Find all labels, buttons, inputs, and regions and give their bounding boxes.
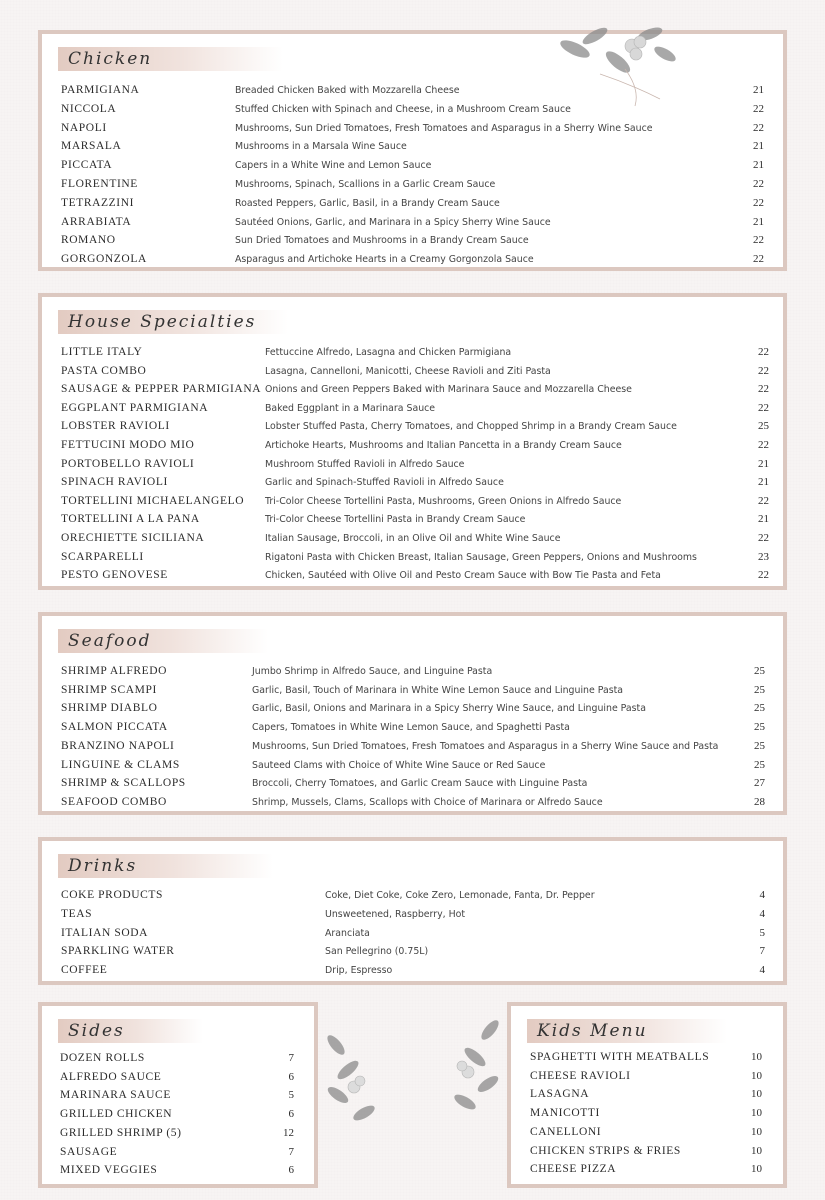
item-price: 25 — [754, 702, 765, 715]
menu-item — [42, 796, 783, 815]
item-price: 23 — [758, 550, 769, 563]
item-name: SAUSAGE & PEPPER PARMIGIANA — [61, 383, 262, 396]
menu-item — [42, 439, 783, 458]
item-description: Lasagna, Cannelloni, Manicotti, Cheese Ravioli and Ziti Pasta — [265, 365, 551, 377]
item-price: 22 — [758, 383, 769, 396]
item-name: SEAFOOD COMBO — [61, 795, 167, 808]
menu-item — [42, 1108, 314, 1127]
menu-item — [42, 234, 783, 253]
item-name: SPARKLING WATER — [61, 945, 175, 958]
menu-item — [42, 964, 783, 983]
item-name: ORECHIETTE SICILIANA — [61, 532, 205, 544]
item-name: SCARPARELLI — [61, 550, 144, 563]
item-price: 5 — [759, 926, 765, 939]
floral-leaf-icon — [316, 1025, 386, 1130]
item-price: 4 — [759, 889, 765, 901]
item-name: SHRIMP SCAMPI — [61, 683, 157, 696]
item-name: DOZEN ROLLS — [60, 1052, 145, 1064]
item-name: CHEESE RAVIOLI — [530, 1069, 631, 1082]
item-description: Rigatoni Pasta with Chicken Breast, Italian Sausage, Green Peppers, Onions and Mushrooms — [265, 551, 697, 563]
item-description: Drip, Espresso — [325, 965, 393, 977]
item-name: ARRABIATA — [61, 215, 132, 228]
item-description: Roasted Peppers, Garlic, Basil, in a Brandy Cream Sauce — [235, 197, 500, 209]
item-name: LOBSTER RAVIOLI — [61, 420, 170, 433]
menu-item — [42, 532, 783, 551]
menu-item — [42, 927, 783, 946]
item-price: 22 — [753, 121, 764, 134]
item-description: Italian Sausage, Broccoli, in an Olive Oil and White Wine Sauce — [265, 533, 561, 544]
house-specialties-section — [38, 293, 787, 590]
item-price: 10 — [751, 1144, 762, 1157]
item-description: Artichoke Hearts, Mushrooms and Italian Pancetta in a Brandy Cream Sauce — [265, 440, 622, 451]
sides-title: Sides — [58, 1019, 203, 1043]
item-description: Tri-Color Cheese Tortellini Pasta in Brandy Cream Sauce — [265, 514, 526, 526]
item-price: 21 — [758, 513, 769, 526]
item-price: 12 — [283, 1126, 294, 1139]
item-name: NICCOLA — [61, 102, 117, 115]
menu-item — [511, 1107, 783, 1126]
item-name: ALFREDO SAUCE — [60, 1070, 162, 1083]
menu-item — [42, 684, 783, 703]
item-description: Unsweetened, Raspberry, Hot — [325, 908, 466, 920]
menu-item — [42, 159, 783, 178]
item-description: Baked Eggplant in a Marinara Sauce — [265, 402, 436, 414]
item-description: Tri-Color Cheese Tortellini Pasta, Mushrooms, Green Onions in Alfredo Sauce — [265, 495, 622, 507]
item-description: Broccoli, Cherry Tomatoes, and Garlic Cream Sauce with Linguine Pasta — [252, 778, 588, 790]
item-price: 28 — [754, 795, 765, 808]
item-price: 5 — [288, 1089, 294, 1102]
item-price: 10 — [751, 1125, 762, 1138]
menu-item — [42, 253, 783, 272]
item-price: 10 — [751, 1107, 762, 1120]
item-price: 22 — [758, 494, 769, 507]
menu-item — [42, 140, 783, 159]
item-price: 22 — [758, 439, 769, 451]
item-price: 10 — [751, 1051, 762, 1063]
item-price: 10 — [751, 1069, 762, 1082]
drinks-title: Drinks — [58, 854, 273, 878]
seafood-section — [38, 612, 787, 815]
menu-item — [42, 216, 783, 235]
item-description: Coke, Diet Coke, Coke Zero, Lemonade, Fanta, Dr. Pepper — [325, 890, 595, 901]
menu-item — [42, 551, 783, 570]
item-description: Garlic, Basil, Onions and Marinara in a Spicy Sherry Wine Sauce, and Linguine Pasta — [252, 703, 646, 715]
item-name: NAPOLI — [61, 121, 107, 134]
item-name: GRILLED SHRIMP (5) — [60, 1126, 182, 1139]
item-price: 25 — [754, 665, 765, 677]
item-price: 6 — [288, 1070, 294, 1083]
menu-item — [511, 1051, 783, 1070]
menu-item — [511, 1126, 783, 1145]
menu-item — [42, 889, 783, 908]
menu-item — [42, 458, 783, 477]
item-name: GORGONZOLA — [61, 253, 147, 266]
item-description: Mushrooms in a Marsala Wine Sauce — [235, 141, 407, 153]
item-name: TEAS — [61, 907, 93, 920]
item-name: LINGUINE & CLAMS — [61, 758, 180, 771]
item-name: PESTO GENOVESE — [61, 569, 168, 582]
menu-item — [42, 1089, 314, 1108]
menu-item — [42, 1164, 314, 1183]
item-name: PASTA COMBO — [61, 364, 147, 377]
item-name: COKE PRODUCTS — [61, 889, 164, 901]
menu-item — [42, 1071, 314, 1090]
item-price: 6 — [288, 1108, 294, 1121]
item-price: 21 — [753, 159, 764, 172]
drinks-section — [38, 837, 787, 985]
item-price: 7 — [759, 945, 765, 958]
item-price: 25 — [754, 739, 765, 752]
item-name: TETRAZZINI — [61, 196, 135, 209]
menu-item — [42, 495, 783, 514]
item-price: 22 — [753, 178, 764, 190]
item-name: SHRIMP & SCALLOPS — [61, 777, 186, 790]
item-description: San Pellegrino (0.75L) — [325, 946, 429, 958]
item-description: Aranciata — [325, 927, 370, 939]
item-name: SAUSAGE — [60, 1145, 118, 1158]
item-description: Garlic and Spinach-Stuffed Ravioli in Alfredo Sauce — [265, 477, 504, 489]
item-name: MIXED VEGGIES — [60, 1164, 158, 1177]
menu-item — [42, 476, 783, 495]
menu-item — [42, 702, 783, 721]
menu-item — [42, 759, 783, 778]
menu-item — [42, 1052, 314, 1071]
floral-leaf-icon — [440, 1012, 510, 1117]
item-price: 22 — [758, 532, 769, 544]
menu-item — [511, 1070, 783, 1089]
menu-item — [42, 721, 783, 740]
item-description: Sauteed Clams with Choice of White Wine Sauce or Red Sauce — [252, 759, 546, 771]
item-name: SHRIMP ALFREDO — [61, 665, 168, 677]
menu-item — [42, 178, 783, 197]
item-description: Jumbo Shrimp in Alfredo Sauce, and Linguine Pasta — [252, 666, 493, 677]
item-name: PICCATA — [61, 159, 113, 172]
item-name: SPAGHETTI WITH MEATBALLS — [530, 1051, 710, 1063]
item-price: 21 — [758, 476, 769, 489]
item-name: ROMANO — [61, 234, 116, 247]
menu-item — [42, 945, 783, 964]
item-price: 22 — [758, 364, 769, 377]
item-price: 21 — [753, 140, 764, 153]
menu-item — [42, 740, 783, 759]
item-price: 22 — [758, 569, 769, 582]
item-name: ITALIAN SODA — [61, 926, 149, 939]
item-price: 25 — [754, 683, 765, 696]
kids-menu-title: Kids Menu — [527, 1019, 727, 1043]
item-name: MARINARA SAUCE — [60, 1089, 171, 1102]
item-name: CHICKEN STRIPS & FRIES — [530, 1144, 681, 1157]
item-description: Stuffed Chicken with Spinach and Cheese, in a Mushroom Cream Sauce — [235, 103, 571, 115]
menu-item — [42, 908, 783, 927]
chicken-title: Chicken — [58, 47, 283, 71]
item-price: 21 — [753, 84, 764, 96]
item-name: FETTUCINI MODO MIO — [61, 439, 195, 451]
menu-item — [42, 420, 783, 439]
item-price: 22 — [753, 234, 764, 247]
item-name: BRANZINO NAPOLI — [61, 739, 175, 752]
item-name: TORTELLINI MICHAELANGELO — [61, 494, 245, 507]
menu-item — [42, 1127, 314, 1146]
item-price: 7 — [288, 1145, 294, 1158]
item-price: 25 — [754, 758, 765, 771]
item-name: CANELLONI — [530, 1125, 602, 1138]
menu-item — [42, 103, 783, 122]
item-price: 6 — [288, 1164, 294, 1177]
item-price: 27 — [754, 777, 765, 790]
item-name: SHRIMP DIABLO — [61, 702, 158, 715]
sides-section — [38, 1002, 318, 1188]
item-price: 10 — [751, 1088, 762, 1101]
item-description: Sautéed Onions, Garlic, and Marinara in a Spicy Sherry Wine Sauce — [235, 216, 551, 228]
menu-item — [511, 1145, 783, 1164]
item-name: EGGPLANT PARMIGIANA — [61, 401, 209, 414]
item-price: 22 — [753, 253, 764, 266]
menu-item — [42, 122, 783, 141]
item-description: Fettuccine Alfredo, Lasagna and Chicken Parmigiana — [265, 347, 512, 358]
item-description: Mushrooms, Sun Dried Tomatoes, Fresh Tomatoes and Asparagus in a Sherry Wine Sauce — [235, 122, 653, 134]
item-price: 25 — [758, 420, 769, 433]
menu-item — [511, 1088, 783, 1107]
item-description: Onions and Green Peppers Baked with Marinara Sauce and Mozzarella Cheese — [265, 384, 632, 396]
item-description: Asparagus and Artichoke Hearts in a Creamy Gorgonzola Sauce — [235, 254, 534, 266]
item-name: COFFEE — [61, 964, 108, 977]
item-name: LASAGNA — [530, 1088, 590, 1101]
item-price: 21 — [753, 215, 764, 228]
item-price: 22 — [753, 102, 764, 115]
item-name: MARSALA — [61, 140, 122, 153]
item-description: Breaded Chicken Baked with Mozzarella Cheese — [235, 85, 460, 96]
item-price: 7 — [288, 1052, 294, 1064]
menu-item — [511, 1163, 783, 1182]
house-specialties-title: House Specialties — [58, 310, 288, 334]
item-name: PORTOBELLO RAVIOLI — [61, 457, 195, 470]
menu-item — [42, 402, 783, 421]
item-description: Garlic, Basil, Touch of Marinara in White Wine Lemon Sauce and Linguine Pasta — [252, 684, 624, 696]
item-price: 22 — [753, 196, 764, 209]
item-description: Chicken, Sautéed with Olive Oil and Pesto Cream Sauce with Bow Tie Pasta and Feta — [265, 570, 661, 582]
item-name: LITTLE ITALY — [61, 346, 143, 358]
seafood-title: Seafood — [58, 629, 268, 653]
menu-item — [42, 346, 783, 365]
menu-item — [42, 665, 783, 684]
menu-item — [42, 383, 783, 402]
item-price: 21 — [758, 457, 769, 470]
item-name: GRILLED CHICKEN — [60, 1108, 173, 1121]
item-price: 4 — [759, 964, 765, 977]
item-description: Capers in a White Wine and Lemon Sauce — [235, 160, 432, 172]
item-price: 22 — [758, 346, 769, 358]
item-description: Mushroom Stuffed Ravioli in Alfredo Sauce — [265, 458, 465, 470]
item-name: SPINACH RAVIOLI — [61, 476, 168, 489]
item-price: 4 — [759, 907, 765, 920]
item-name: TORTELLINI A LA PANA — [61, 513, 200, 526]
menu-item — [42, 1146, 314, 1165]
item-description: Lobster Stuffed Pasta, Cherry Tomatoes, and Chopped Shrimp in a Brandy Cream Sauce — [265, 421, 677, 433]
item-name: CHEESE PIZZA — [530, 1163, 617, 1176]
menu-item — [42, 513, 783, 532]
menu-item — [42, 365, 783, 384]
menu-item — [42, 84, 783, 103]
item-price: 10 — [751, 1163, 762, 1176]
item-name: FLORENTINE — [61, 178, 138, 190]
item-price: 25 — [754, 721, 765, 734]
item-price: 22 — [758, 401, 769, 414]
item-name: SALMON PICCATA — [61, 721, 168, 734]
item-name: MANICOTTI — [530, 1107, 600, 1120]
menu-item — [42, 569, 783, 588]
menu-item — [42, 197, 783, 216]
item-description: Shrimp, Mussels, Clams, Scallops with Choice of Marinara or Alfredo Sauce — [252, 796, 603, 808]
item-description: Mushrooms, Sun Dried Tomatoes, Fresh Tomatoes and Asparagus in a Sherry Wine Sauce and Pasta — [252, 740, 719, 752]
menu-item — [42, 777, 783, 796]
kids-menu-section — [507, 1002, 787, 1188]
item-description: Sun Dried Tomatoes and Mushrooms in a Brandy Cream Sauce — [235, 235, 529, 247]
item-description: Mushrooms, Spinach, Scallions in a Garlic Cream Sauce — [235, 179, 496, 190]
chicken-section — [38, 30, 787, 271]
item-name: PARMIGIANA — [61, 84, 140, 96]
item-description: Capers, Tomatoes in White Wine Lemon Sauce, and Spaghetti Pasta — [252, 722, 570, 734]
